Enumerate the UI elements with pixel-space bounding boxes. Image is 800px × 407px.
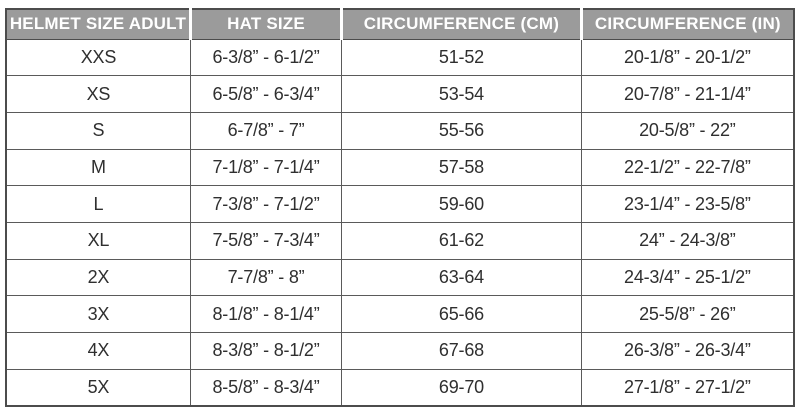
cell-circumference-in: 27-1/8” - 27-1/2” bbox=[581, 369, 794, 406]
column-header-circumference-cm: CIRCUMFERENCE (CM) bbox=[342, 9, 582, 39]
cell-circumference-in: 20-1/8” - 20-1/2” bbox=[581, 39, 794, 76]
cell-hat-size: 7-1/8” - 7-1/4” bbox=[190, 149, 341, 186]
column-header-helmet-size: HELMET SIZE ADULT bbox=[6, 9, 190, 39]
cell-circumference-cm: 53-54 bbox=[342, 76, 582, 113]
cell-hat-size: 7-7/8” - 8” bbox=[190, 259, 341, 296]
helmet-size-table bbox=[5, 8, 795, 407]
cell-circumference-cm: 61-62 bbox=[342, 222, 582, 259]
table-body bbox=[6, 39, 794, 406]
cell-helmet-size: XL bbox=[6, 222, 190, 259]
cell-circumference-in: 24” - 24-3/8” bbox=[581, 222, 794, 259]
cell-helmet-size: XXS bbox=[6, 39, 190, 76]
cell-circumference-in: 20-5/8” - 22” bbox=[581, 112, 794, 149]
cell-circumference-cm: 67-68 bbox=[342, 333, 582, 370]
cell-circumference-in: 25-5/8” - 26” bbox=[581, 296, 794, 333]
cell-helmet-size: 3X bbox=[6, 296, 190, 333]
cell-helmet-size: 4X bbox=[6, 333, 190, 370]
cell-circumference-cm: 65-66 bbox=[342, 296, 582, 333]
table-row-xs bbox=[6, 76, 794, 113]
table-row-4x bbox=[6, 333, 794, 370]
cell-hat-size: 8-3/8” - 8-1/2” bbox=[190, 333, 341, 370]
column-header-hat-size: HAT SIZE bbox=[190, 9, 341, 39]
table-row-2x bbox=[6, 259, 794, 296]
table-row-3x bbox=[6, 296, 794, 333]
table-header bbox=[6, 9, 794, 39]
cell-circumference-in: 26-3/8” - 26-3/4” bbox=[581, 333, 794, 370]
cell-circumference-in: 20-7/8” - 21-1/4” bbox=[581, 76, 794, 113]
cell-circumference-cm: 59-60 bbox=[342, 186, 582, 223]
table-row-xl bbox=[6, 222, 794, 259]
cell-circumference-in: 24-3/4” - 25-1/2” bbox=[581, 259, 794, 296]
cell-circumference-cm: 63-64 bbox=[342, 259, 582, 296]
table-row-5x bbox=[6, 369, 794, 406]
cell-circumference-cm: 55-56 bbox=[342, 112, 582, 149]
cell-hat-size: 8-5/8” - 8-3/4” bbox=[190, 369, 341, 406]
cell-circumference-cm: 51-52 bbox=[342, 39, 582, 76]
cell-helmet-size: XS bbox=[6, 76, 190, 113]
table-row-s bbox=[6, 112, 794, 149]
cell-hat-size: 6-7/8” - 7” bbox=[190, 112, 341, 149]
cell-hat-size: 6-3/8” - 6-1/2” bbox=[190, 39, 341, 76]
cell-helmet-size: 2X bbox=[6, 259, 190, 296]
cell-circumference-in: 22-1/2” - 22-7/8” bbox=[581, 149, 794, 186]
table-row-l bbox=[6, 186, 794, 223]
cell-helmet-size: S bbox=[6, 112, 190, 149]
cell-helmet-size: M bbox=[6, 149, 190, 186]
cell-circumference-cm: 57-58 bbox=[342, 149, 582, 186]
table-row-xxs bbox=[6, 39, 794, 76]
header-row bbox=[6, 9, 794, 39]
cell-circumference-in: 23-1/4” - 23-5/8” bbox=[581, 186, 794, 223]
cell-helmet-size: 5X bbox=[6, 369, 190, 406]
cell-hat-size: 7-3/8” - 7-1/2” bbox=[190, 186, 341, 223]
table-row-m bbox=[6, 149, 794, 186]
column-header-circumference-in: CIRCUMFERENCE (IN) bbox=[581, 9, 794, 39]
cell-hat-size: 7-5/8” - 7-3/4” bbox=[190, 222, 341, 259]
cell-hat-size: 8-1/8” - 8-1/4” bbox=[190, 296, 341, 333]
cell-hat-size: 6-5/8” - 6-3/4” bbox=[190, 76, 341, 113]
cell-helmet-size: L bbox=[6, 186, 190, 223]
cell-circumference-cm: 69-70 bbox=[342, 369, 582, 406]
